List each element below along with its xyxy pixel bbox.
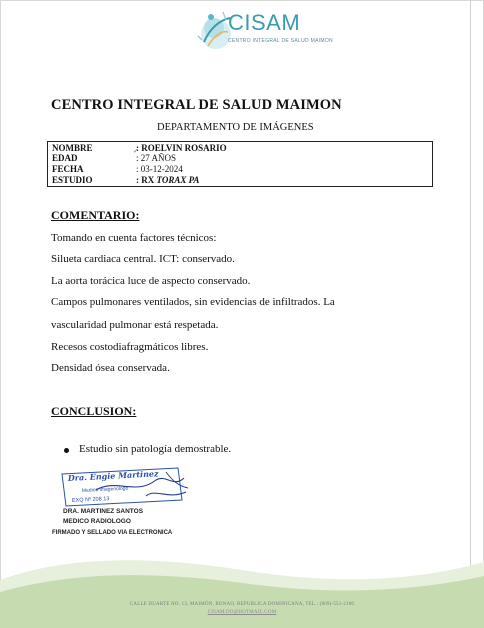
page-edge-rule [470,0,471,628]
info-label: ESTUDIO [52,175,93,185]
signer-title: MEDICO RADIOLOGO [63,518,131,525]
check-mark-icon: ✓ [133,149,139,155]
info-value [136,175,199,185]
stamp-role: Medico Imagenologo [81,485,129,494]
comment-line: Campos pulmonares ventilados, sin evidencias de infiltrados. La [51,296,335,308]
document-title: CENTRO INTEGRAL DE SALUD MAIMON [51,97,342,113]
conclusion-heading: CONCLUSION: [51,404,137,418]
footer-address: CALLE DUARTE NO. 13, MAIMÓN, BONAO, REPUBLICA DOMINICANA, TEL.: (809)-551-2106 [129,602,355,607]
info-label: FECHA [52,164,84,174]
bullet-icon [64,448,69,453]
department-label: DEPARTAMENTO DE IMÁGENES [157,122,314,133]
info-value: : 27 AÑOS [136,153,177,163]
info-label: NOMBRE [52,143,93,153]
comment-line: Recesos costodiafragmáticos libres. [51,341,209,353]
conclusion-item: Estudio sin patología demostrable. [79,443,232,455]
footer-email[interactable]: CISAM.DO@HOTMAIL.COM [207,610,277,615]
comment-line: vascularidad pulmonar está respetada. [51,319,219,331]
signature-note: FIRMADO Y SELLADO VIA ELECTRONICA [52,530,173,536]
signature-stamp [56,466,194,510]
study-name: TORAX PA [156,175,200,185]
logo-subtitle: CENTRO INTEGRAL DE SALUD MAIMON [228,38,333,44]
logo-text: CISAM [228,10,301,35]
stamp-name: Dra. Engie Martinez [67,468,159,483]
patient-info-box [47,141,433,187]
comment-line: Tomando en cuenta factores técnicos: [51,232,217,244]
info-value: : 03-12-2024 [136,164,183,174]
comment-line: Silueta cardiaca central. ICT: conservado. [51,253,235,265]
stamp-exq: EXQ Nº 208 13 [71,496,110,504]
info-value: : ROELVIN ROSARIO [136,143,227,153]
signer-name: DRA. MARTINEZ SANTOS [63,508,144,515]
comment-line: La aorta torácica luce de aspecto conservado. [51,275,251,287]
comment-heading: COMENTARIO: [51,208,140,222]
info-label: EDAD [52,153,78,163]
comment-line: Densidad ósea conservada. [51,362,170,374]
study-prefix: : RX [136,175,157,185]
